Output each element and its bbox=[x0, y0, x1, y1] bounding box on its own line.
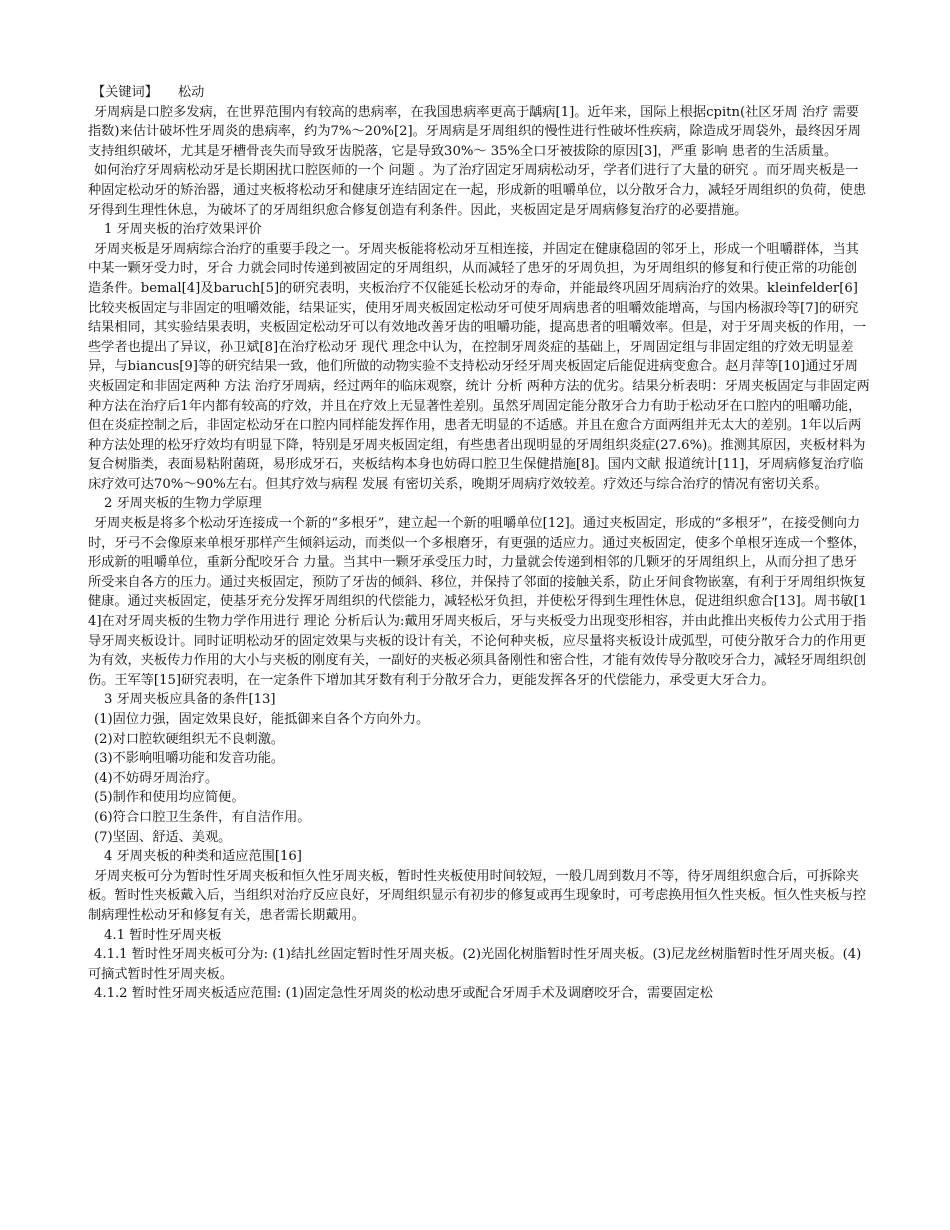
section-heading-3: 3 牙周夹板应具备的条件[13] bbox=[104, 692, 276, 708]
subsection-heading-4-1: 4.1 暂时性牙周夹板 bbox=[104, 927, 222, 943]
section-1-paragraph: 牙周夹板是牙周病综合治疗的重要手段之一。牙周夹板能将松动牙互相连接，并固定在健康稳固的邻牙上，形成一个咀嚼群体，当其中某一颗牙受力时，牙合 力就会同时传递到被固定的牙周组织，从而减轻了患牙的牙周负担，为牙周组织的修复和行使正常的功能创造条件。bemal[4]及baruch[5]的研究表明，夹板治疗不仅能延长松动牙的寿命，并能最终巩固牙周病治疗的效果。kleinfelder[6]比较夹板固定与非固定的咀嚼效能，结果证实，使用牙周夹板固定松动牙可使牙周病患者的咀嚼效能增高，与国内杨淑玲等[7]的研究结果相同，其实验结果表明，夹板固定松动牙可以有效地改善牙齿的咀嚼功能，提高患者的咀嚼效率。但是，对于牙周夹板的作用，一些学者也提出了异议，孙卫斌[8]在治疗松动牙 现代 理念中认为，在控制牙周炎症的基础上，牙周固定组与非固定组的疗效无明显差异，与biancus[9]等的研究结果一致，他们所做的动物实验不支持松动牙经牙周夹板固定后能促进病变愈合。赵月萍等[10]通过牙周夹板固定和非固定两种 方法 治疗牙周病，经过两年的临床观察，统计 分析 两种方法的优劣。结果分析表明：牙周夹板固定与非固定两种方法在治疗后1年内都有较高的疗效，并且在疗效上无显著性差别。虽然牙周固定能分散牙合力有助于松动牙在口腔内的咀嚼功能，但在炎症控制之后，非固定松动牙在口腔内同样能发挥作用，患者无明显的不适感。并且在愈合方面两组并无太大的差别。1年以后两种方法处理的松牙疗效均有明显下降，特别是牙周夹板固定组，有些患者出现明显的牙周组织炎症(27.6%)。推测其原因，夹板材料为复合树脂类，表面易粘附菌斑，易形成牙石，夹板结构本身也妨碍口腔卫生保健措施[8]。国内文献 报道统计[11]，牙周病修复治疗临床疗效可达70%～90%左右。但其疗效与病程 发展 有密切关系，晚期牙周病疗效较差。疗效还与综合治疗的情况有密切关系。 bbox=[88, 241, 870, 492]
keywords-value: 松动 bbox=[177, 85, 205, 100]
document-body bbox=[88, 83, 870, 1004]
intro-paragraph-2: 如何治疗牙周病松动牙是长期困扰口腔医师的一个 问题 。为了治疗固定牙周病松动牙，学者们进行了大量的研究 。而牙周夹板是一种固定松动牙的矫治器，通过夹板将松动牙和健康牙连结固定在一起，形成新的咀嚼单位，以分散牙合力，减轻牙周组织的负荷，使患牙得到生理性休息，为破坏了的牙周组织愈合修复创造有利条件。因此，夹板固定是牙周病修复治疗的必要措施。 bbox=[88, 163, 867, 218]
condition-item: (3)不影响咀嚼功能和发音功能。 bbox=[94, 751, 285, 767]
condition-item: (5)制作和使用均应简便。 bbox=[94, 790, 245, 806]
condition-item: (6)符合口腔卫生条件，有自洁作用。 bbox=[94, 809, 311, 825]
section-2-paragraph: 牙周夹板是将多个松动牙连接成一个新的“多根牙”，建立起一个新的咀嚼单位[12]。通过夹板固定，形成的“多根牙”，在接受侧向力时，牙弓不会像原来单根牙那样产生倾斜运动，而类似一个多根磨牙，有更强的适应力。通过夹板固定，使多个单根牙连成一个整体，形成新的咀嚼单位，重新分配咬牙合 力量。当其中一颗牙承受压力时，力量就会传递到相邻的几颗牙的牙周组织上，从而分担了患牙所受来自各方的压力。通过夹板固定，预防了牙齿的倾斜、移位，并保持了邻面的接触关系，防止牙间食物嵌塞，有利于牙周组织恢复健康。通过夹板固定，使基牙充分发挥牙周组织的代偿能力，减轻松牙负担，并使松牙得到生理性休息，促进组织愈合[13]。周书敏[14]在对牙周夹板的生物力学作用进行 理论 分析后认为:戴用牙周夹板后，牙与夹板受力出现变形相容，并由此推出夹板传力公式用于指导牙周夹板设计。同时证明松动牙的固定效果与夹板的设计有关，不论何种夹板，应尽量将夹板设计成弧型，可使分散牙合力的作用更为有效，夹板传力作用的大小与夹板的刚度有关，一副好的夹板必须具备刚性和密合性，才能有效传导分散咬牙合力，减轻牙周组织创伤。王军等[15]研究表明，在一定条件下增加其牙数有利于分散牙合力，更能发挥各牙的代偿能力，承受更大牙合力。 bbox=[88, 516, 868, 688]
condition-item: (7)坚固、舒适、美观。 bbox=[94, 829, 232, 845]
section-heading-2: 2 牙周夹板的生物力学原理 bbox=[104, 496, 262, 512]
condition-item: (4)不妨碍牙周治疗。 bbox=[94, 770, 219, 786]
section-heading-4: 4 牙周夹板的种类和适应范围[16] bbox=[104, 849, 302, 865]
condition-item: (1)固位力强，固定效果良好，能抵御来自各个方向外力。 bbox=[94, 712, 430, 727]
subsection-4-1-1: 4.1.1 暂时性牙周夹板可分为: (1)结扎丝固定暂时性牙周夹板。(2)光固化树脂暂时性牙周夹板。(3)尼龙丝树脂暂时性牙周夹板。(4)可摘式暂时性牙周夹板。 bbox=[88, 947, 862, 982]
intro-paragraph-1: 牙周病是口腔多发病，在世界范围内有较高的患病率，在我国患病率更高于龋病[1]。近年来，国际上根据cpitn(社区牙周 治疗 需要指数)来估计破坏性牙周炎的患病率，约为7%～20%[2]。牙周病是牙周组织的慢性进行性破坏性疾病，除造成牙周袋外，最终因牙周支持组织破坏，尤其是牙槽骨丧失而导致牙齿脱落，它是导致30%～ 35%全口牙被拔除的原因[3]，严重 影响 患者的生活质量。 bbox=[88, 104, 861, 159]
condition-item: (2)对口腔软硬组织无不良刺激。 bbox=[94, 731, 285, 747]
keywords-line bbox=[88, 83, 870, 103]
subsection-4-1-2: 4.1.2 暂时性牙周夹板适应范围: (1)固定急性牙周炎的松动患牙或配合牙周手术及调磨咬牙合，需要固定松 bbox=[94, 986, 713, 1002]
keywords-label: 【关键词】 bbox=[92, 85, 158, 100]
section-4-paragraph: 牙周夹板可分为暂时性牙周夹板和恒久性牙周夹板，暂时性夹板使用时间较短，一般几周到数月不等，待牙周组织愈合后，可拆除夹板。暂时性夹板戴入后，当组织对治疗反应良好，牙周组织显示有初步的修复或再生现象时，可考虑换用恒久性夹板。恒久性夹板与控制病理性松动牙和修复有关，患者需长期戴用。 bbox=[88, 868, 867, 923]
section-heading-1: 1 牙周夹板的治疗效果评价 bbox=[104, 222, 262, 238]
